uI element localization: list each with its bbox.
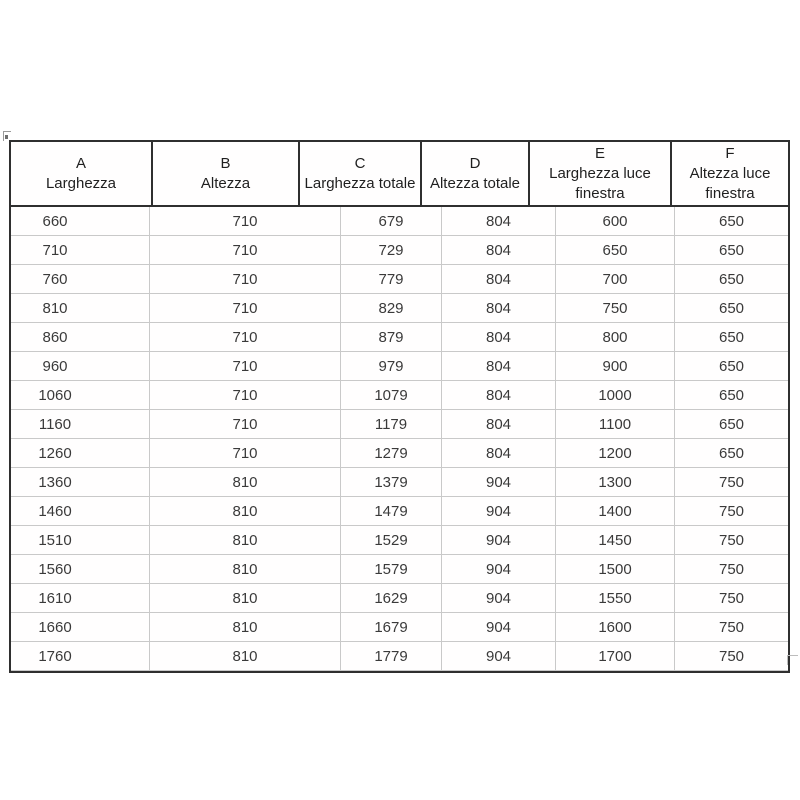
- cell-d-row8: 804: [442, 410, 556, 438]
- table-row: [11, 439, 788, 468]
- cell-f-row6: 650: [718, 357, 745, 375]
- cell-b-row10: 810: [150, 468, 341, 496]
- cell-b-row16: 810: [150, 642, 341, 670]
- cell-c-row4: 829: [341, 294, 442, 322]
- column-label: Larghezza luce finestra: [549, 164, 651, 202]
- cell-d-row10: 904: [442, 468, 556, 496]
- cell-e-row8: 1100: [556, 410, 675, 438]
- cell-a-row11: 1460: [11, 497, 150, 525]
- table-row: [11, 497, 788, 526]
- column-letter: F: [725, 144, 735, 162]
- cell-f-row10: 750: [718, 473, 745, 491]
- cell-c-row6: 979: [341, 352, 442, 380]
- column-label: Altezza luce finestra: [689, 164, 771, 202]
- window-sizes-table: [9, 140, 790, 673]
- cell-f-row7: 650: [718, 386, 745, 404]
- cell-e-row11: 1400: [556, 497, 675, 525]
- table-row: [11, 642, 788, 671]
- column-letter: D: [469, 154, 481, 172]
- cell-e-row14: 1550: [556, 584, 675, 612]
- cell-f-row5: 650: [718, 328, 745, 346]
- cell-a-row5: 860: [11, 323, 150, 351]
- column-header-a: [11, 142, 153, 205]
- cell-a-row13: 1560: [11, 555, 150, 583]
- cell-c-row3: 779: [341, 265, 442, 293]
- cell-d-row3: 804: [442, 265, 556, 293]
- column-letter: B: [220, 154, 231, 172]
- cell-b-row8: 710: [150, 410, 341, 438]
- cell-d-row12: 904: [442, 526, 556, 554]
- cell-d-row4: 804: [442, 294, 556, 322]
- table-row: [11, 207, 788, 236]
- cell-b-row12: 810: [150, 526, 341, 554]
- cell-d-row2: 804: [442, 236, 556, 264]
- table-row: [11, 555, 788, 584]
- cell-a-row15: 1660: [11, 613, 150, 641]
- cell-d-row15: 904: [442, 613, 556, 641]
- cell-c-row11: 1479: [341, 497, 442, 525]
- cell-e-row5: 800: [556, 323, 675, 351]
- table-row: [11, 323, 788, 352]
- cell-d-row11: 904: [442, 497, 556, 525]
- cell-a-row10: 1360: [11, 468, 150, 496]
- scan-artifact-bottom-right: [787, 655, 798, 665]
- table-row: [11, 352, 788, 381]
- cell-e-row3: 700: [556, 265, 675, 293]
- cell-d-row13: 904: [442, 555, 556, 583]
- cell-c-row10: 1379: [341, 468, 442, 496]
- cell-c-row8: 1179: [341, 410, 442, 438]
- column-label: Larghezza: [45, 174, 117, 192]
- column-letter: E: [594, 144, 605, 162]
- cell-c-row1: 679: [341, 207, 442, 235]
- cell-f-row1: 650: [718, 212, 745, 230]
- cell-d-row16: 904: [442, 642, 556, 670]
- cell-b-row2: 710: [150, 236, 341, 264]
- cell-a-row14: 1610: [11, 584, 150, 612]
- cell-b-row4: 710: [150, 294, 341, 322]
- cell-c-row15: 1679: [341, 613, 442, 641]
- cell-e-row4: 750: [556, 294, 675, 322]
- cell-e-row2: 650: [556, 236, 675, 264]
- cell-e-row16: 1700: [556, 642, 675, 670]
- cell-a-row6: 960: [11, 352, 150, 380]
- cell-e-row7: 1000: [556, 381, 675, 409]
- cell-a-row9: 1260: [11, 439, 150, 467]
- table-header-row: [11, 142, 788, 207]
- cell-d-row7: 804: [442, 381, 556, 409]
- cell-c-row14: 1629: [341, 584, 442, 612]
- table-body: [11, 207, 788, 671]
- cell-e-row9: 1200: [556, 439, 675, 467]
- column-header-d: [422, 142, 530, 205]
- cell-e-row12: 1450: [556, 526, 675, 554]
- cell-e-row6: 900: [556, 352, 675, 380]
- cell-a-row16: 1760: [11, 642, 150, 670]
- cell-c-row7: 1079: [341, 381, 442, 409]
- cell-d-row9: 804: [442, 439, 556, 467]
- cell-e-row13: 1500: [556, 555, 675, 583]
- cell-f-row8: 650: [718, 415, 745, 433]
- cell-a-row12: 1510: [11, 526, 150, 554]
- cell-c-row16: 1779: [341, 642, 442, 670]
- cell-b-row5: 710: [150, 323, 341, 351]
- cell-f-row2: 650: [718, 241, 745, 259]
- table-row: [11, 294, 788, 323]
- cell-a-row1: 660: [11, 207, 150, 235]
- table-row: [11, 584, 788, 613]
- column-letter: C: [354, 154, 366, 172]
- cell-b-row3: 710: [150, 265, 341, 293]
- cell-b-row9: 710: [150, 439, 341, 467]
- column-label: Altezza: [200, 174, 251, 192]
- cell-a-row7: 1060: [11, 381, 150, 409]
- cell-f-row14: 750: [718, 589, 745, 607]
- column-header-c: [300, 142, 422, 205]
- column-label: Larghezza totale: [304, 174, 416, 192]
- cell-b-row7: 710: [150, 381, 341, 409]
- cell-a-row2: 710: [11, 236, 150, 264]
- table-row: [11, 613, 788, 642]
- cell-c-row2: 729: [341, 236, 442, 264]
- cell-a-row3: 760: [11, 265, 150, 293]
- cell-a-row8: 1160: [11, 410, 150, 438]
- column-letter: A: [75, 154, 86, 172]
- cell-f-row15: 750: [718, 618, 745, 636]
- cell-c-row5: 879: [341, 323, 442, 351]
- column-header-b: [153, 142, 300, 205]
- cell-b-row13: 810: [150, 555, 341, 583]
- cell-c-row9: 1279: [341, 439, 442, 467]
- table-row: [11, 265, 788, 294]
- cell-f-row11: 750: [718, 502, 745, 520]
- cell-d-row14: 904: [442, 584, 556, 612]
- cell-f-row9: 650: [718, 444, 745, 462]
- cell-b-row1: 710: [150, 207, 341, 235]
- cell-c-row12: 1529: [341, 526, 442, 554]
- cell-d-row1: 804: [442, 207, 556, 235]
- cell-f-row16: 750: [718, 647, 745, 665]
- cell-b-row6: 710: [150, 352, 341, 380]
- cell-f-row12: 750: [718, 531, 745, 549]
- table-row: [11, 468, 788, 497]
- cell-f-row4: 650: [718, 299, 745, 317]
- column-label: Altezza totale: [429, 174, 521, 192]
- cell-e-row1: 600: [556, 207, 675, 235]
- cell-a-row4: 810: [11, 294, 150, 322]
- cell-b-row14: 810: [150, 584, 341, 612]
- table-row: [11, 236, 788, 265]
- cell-d-row5: 804: [442, 323, 556, 351]
- cell-b-row15: 810: [150, 613, 341, 641]
- table-row: [11, 381, 788, 410]
- cell-b-row11: 810: [150, 497, 341, 525]
- column-header-f: [672, 142, 788, 205]
- table-row: [11, 410, 788, 439]
- table-row: [11, 526, 788, 555]
- cell-c-row13: 1579: [341, 555, 442, 583]
- cell-d-row6: 804: [442, 352, 556, 380]
- cell-f-row13: 750: [718, 560, 745, 578]
- cell-e-row10: 1300: [556, 468, 675, 496]
- column-header-e: [530, 142, 672, 205]
- cell-f-row3: 650: [718, 270, 745, 288]
- cell-e-row15: 1600: [556, 613, 675, 641]
